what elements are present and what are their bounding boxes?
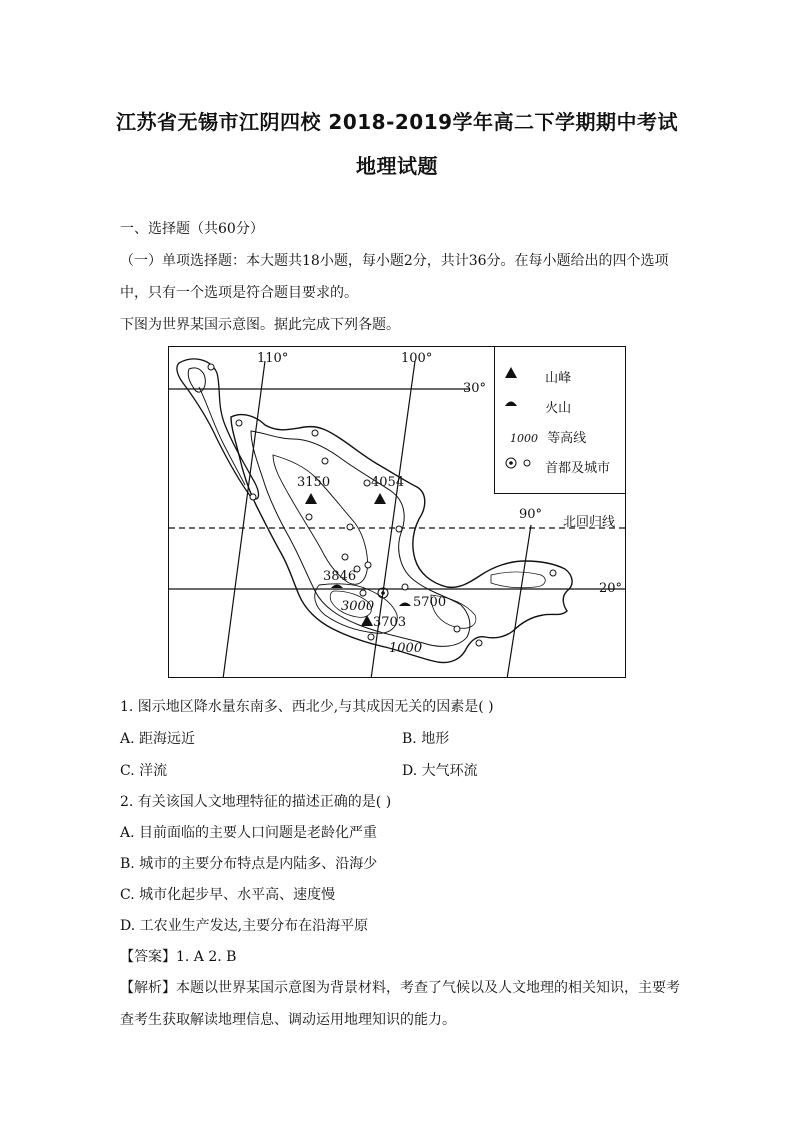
legend-peak	[505, 367, 571, 386]
page-title: 江苏省无锡市江阴四校 2018-2019学年高二下学期期中考试	[115, 110, 679, 134]
question-1-stem: 1. 图示地区降水量东南多、西北少,与其成因无关的因素是( )	[120, 699, 494, 715]
label-100: 100°	[401, 351, 433, 366]
label-4054: 4054	[371, 475, 405, 490]
capital-city-icon	[505, 457, 535, 469]
volcano-3846-icon	[331, 585, 343, 589]
volcano-5700-icon	[399, 603, 411, 607]
meridian-100-line	[371, 361, 415, 678]
q2-option-b: B. 城市的主要分布特点是内陆多、沿海少	[120, 856, 378, 872]
label-3150: 3150	[297, 475, 331, 490]
label-30: 30°	[463, 381, 487, 396]
map-legend	[494, 346, 626, 494]
contour-1000	[251, 431, 470, 646]
label-110: 110°	[257, 351, 289, 366]
city-icon	[476, 640, 482, 646]
q1-option-b: B. 地形	[402, 731, 450, 747]
meridian-90-line	[507, 525, 531, 678]
q1-option-d: D. 大气环流	[402, 763, 478, 779]
peak-4054-icon	[374, 493, 386, 504]
legend-cities	[505, 457, 610, 476]
label-contour-3000: 3000	[341, 599, 375, 614]
q1-option-a: A. 距海远近	[120, 731, 196, 747]
label-3846: 3846	[323, 569, 357, 584]
city-icon	[342, 554, 348, 560]
legend-cities-label: 首都及城市	[545, 461, 611, 476]
legend-contour	[505, 427, 586, 446]
city-icon	[364, 480, 370, 486]
analysis-line-2: 查考生获取解读地理信息、调动运用地理知识的能力。	[120, 1012, 456, 1028]
city-icon	[347, 524, 353, 530]
country-map	[168, 346, 626, 678]
contour-sample: 1000	[510, 432, 538, 445]
q1-option-c: C. 洋流	[120, 763, 168, 779]
volcano-icon	[505, 397, 517, 407]
baja-contour	[199, 387, 245, 485]
city-icon	[454, 626, 460, 632]
legend-volcano	[505, 397, 571, 416]
label-tropic: 北回归线	[563, 515, 616, 530]
meridian-110-line	[223, 361, 265, 678]
legend-peak-label: 山峰	[545, 371, 572, 386]
city-icon	[306, 514, 312, 520]
q2-option-d: D. 工农业生产发达,主要分布在沿海平原	[120, 918, 369, 934]
label-20: 20°	[599, 581, 623, 596]
peak-3703-icon	[361, 615, 373, 626]
city-icon	[250, 494, 256, 500]
answer-line: 【答案】1. A 2. B	[120, 949, 237, 965]
instruction-line-1: （一）单项选择题：本大题共18小题，每小题2分，共计36分。在每小题给出的四个选项	[120, 253, 669, 269]
analysis-line-1: 【解析】本题以世界某国示意图为背景材料，考查了气候以及人文地理的相关知识，主要考	[120, 980, 680, 996]
q2-option-c: C. 城市化起步早、水平高、速度慢	[120, 887, 336, 903]
city-icon	[396, 526, 402, 532]
instruction-line-2: 中，只有一个选项是符合题目要求的。	[120, 285, 358, 301]
city-icon	[365, 562, 371, 568]
peak-3150-icon	[305, 493, 317, 504]
contour-yucatan	[491, 572, 545, 588]
q2-option-a: A. 目前面临的主要人口问题是老龄化严重	[120, 825, 378, 841]
page-subtitle: 地理试题	[356, 154, 438, 178]
question-2-stem: 2. 有关该国人文地理特征的描述正确的是( )	[120, 794, 392, 810]
map-intro: 下图为世界某国示意图。据此完成下列各题。	[120, 317, 400, 333]
label-contour-1000: 1000	[389, 641, 423, 656]
legend-contour-label: 等高线	[547, 431, 587, 446]
label-5700: 5700	[413, 595, 447, 610]
city-icon	[550, 570, 556, 576]
city-icon	[236, 420, 242, 426]
capital-dot	[381, 591, 385, 595]
city-icon	[312, 430, 318, 436]
city-icon	[360, 590, 366, 596]
label-3703: 3703	[373, 615, 407, 630]
section-heading: 一、选择题（共60分）	[120, 221, 264, 237]
city-icon	[208, 364, 214, 370]
city-icon	[402, 584, 408, 590]
peak-icon	[505, 367, 517, 379]
city-icon	[368, 634, 374, 640]
legend-volcano-label: 火山	[545, 401, 572, 416]
label-90: 90°	[519, 507, 543, 522]
city-icon	[322, 458, 328, 464]
